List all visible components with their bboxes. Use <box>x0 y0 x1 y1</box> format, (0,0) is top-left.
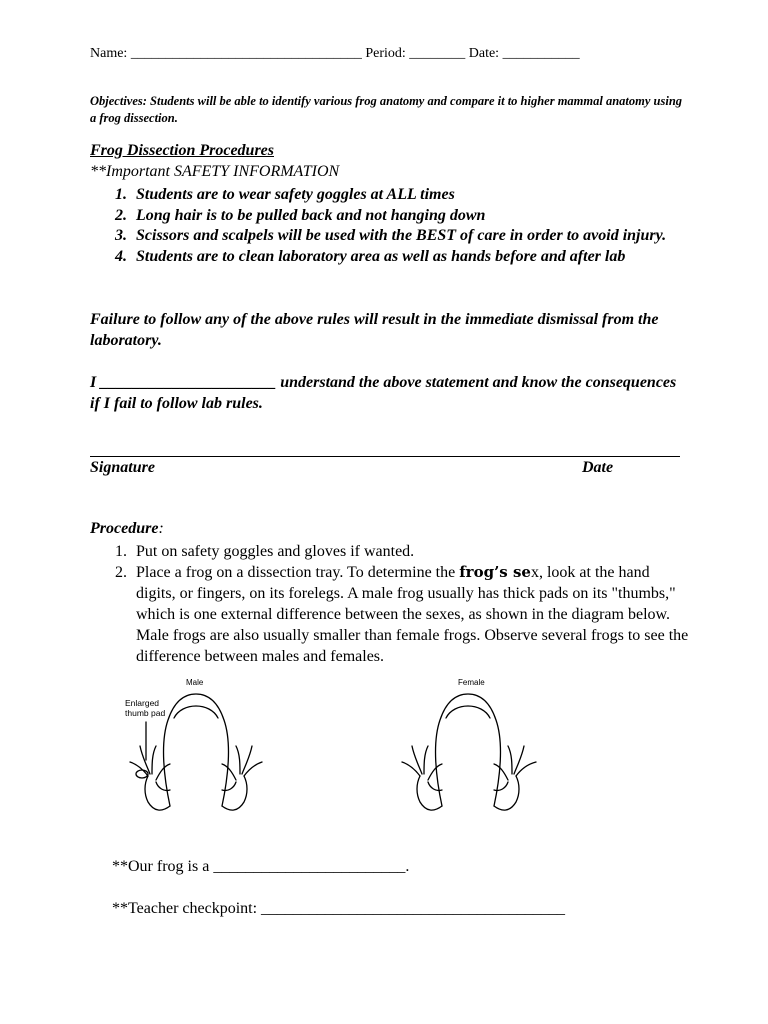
understanding-statement: I ______________________ understand the above statement and know the consequences if I fail to follow lab rules. <box>90 374 677 412</box>
procedure-heading-text: Procedure <box>90 520 159 537</box>
female-frog-diagram <box>380 688 560 828</box>
student-info-header: Name: _________________________________ Period: ________ Date: ___________ <box>90 46 580 61</box>
rule-text: Long hair is to be pulled back and not hanging down <box>136 206 486 224</box>
date-label: Date <box>582 459 614 476</box>
step-text: Put on safety goggles and gloves if wanted. <box>136 543 415 560</box>
rule-text: Students are to wear safety goggles at ALL times <box>136 186 455 203</box>
procedures-title: Frog Dissection Procedures <box>90 142 274 159</box>
step-text <box>136 562 690 667</box>
safety-rule <box>90 226 690 247</box>
procedure-step <box>90 541 690 562</box>
safety-rule <box>90 206 690 227</box>
male-label: Male <box>186 678 204 687</box>
step-text-after: x, look at the hand digits, or fingers, on its forelegs. A male frog usually has thick pads on its "thumbs," which is one external difference between the sexes, as shown in the diagram below. Male frogs are also usually smaller than female frogs. Observe several frogs to see the difference between males and females. <box>136 564 689 665</box>
rule-number: 1. <box>115 186 127 203</box>
rule-text: Scissors and scalpels will be used with the BEST of care in order to avoid injury. <box>136 227 667 244</box>
signature-label: Signature <box>90 459 155 476</box>
objectives-text: Objectives: Students will be able to identify various frog anatomy and compare it to higher mammal anatomy using a frog dissection. <box>90 94 683 125</box>
safety-rules-list <box>90 185 690 267</box>
failure-statement: Failure to follow any of the above rules will result in the immediate dismissal from the laboratory. <box>90 311 659 349</box>
rule-number: 2. <box>115 206 127 224</box>
procedure-step <box>90 562 690 667</box>
male-frog-diagram <box>112 688 282 828</box>
rule-number: 4. <box>115 247 127 265</box>
female-label: Female <box>458 678 485 687</box>
safety-heading: **Important SAFETY INFORMATION <box>90 163 340 180</box>
teacher-checkpoint-field[interactable]: **Teacher checkpoint: ______________________________________ <box>112 900 566 917</box>
safety-rule <box>90 185 690 206</box>
thumb-pad-label: Enlarged thumb pad <box>125 698 166 718</box>
rule-text: Students are to clean laboratory area as well as hands before and after lab <box>136 247 626 265</box>
step-number: 2. <box>115 564 127 581</box>
safety-rule <box>90 247 690 268</box>
procedure-steps-list <box>90 541 690 667</box>
step-text-before: Place a frog on a dissection tray. To determine the <box>136 564 460 581</box>
our-frog-field[interactable]: **Our frog is a ________________________. <box>112 858 410 875</box>
step-bold-term: frog’s se <box>459 563 531 581</box>
signature-line[interactable] <box>90 456 680 457</box>
procedure-heading-colon: : <box>158 520 164 537</box>
procedure-heading <box>90 520 164 538</box>
rule-number: 3. <box>115 227 127 244</box>
step-number: 1. <box>115 543 127 560</box>
